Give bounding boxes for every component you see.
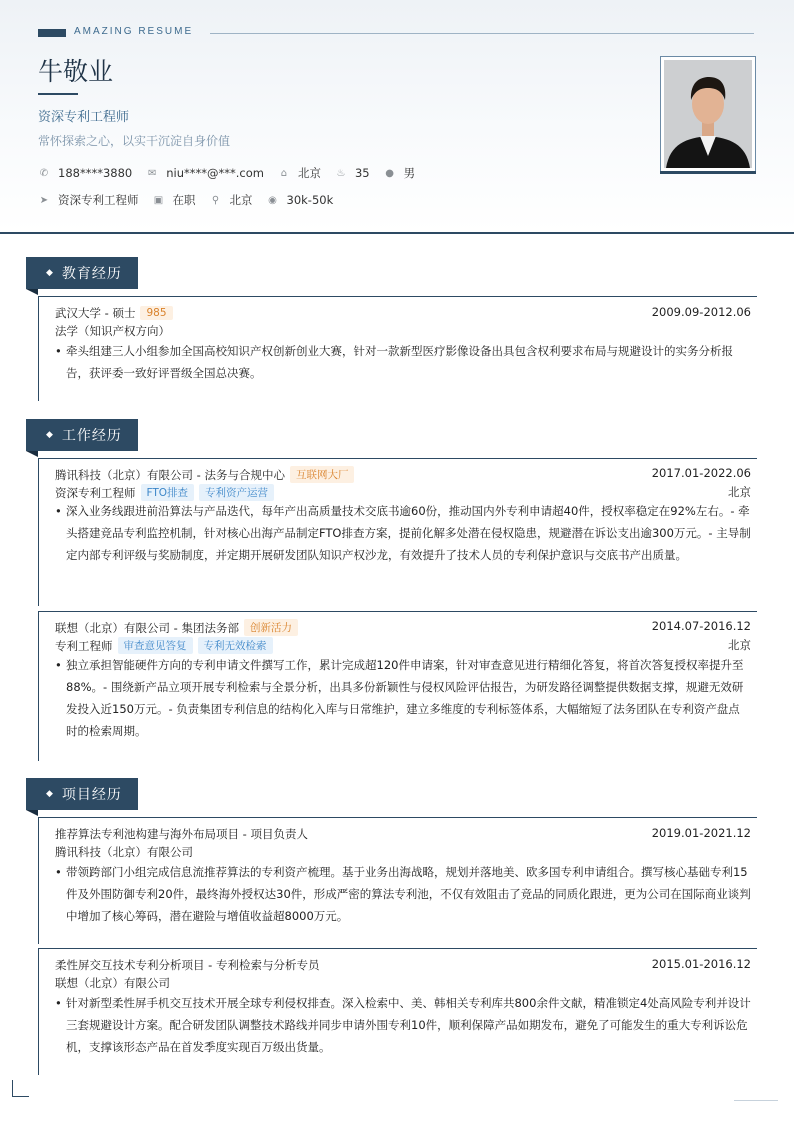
project-description xyxy=(55,861,751,927)
project-entry xyxy=(38,817,757,944)
section-education-title: 教育经历 xyxy=(61,266,122,282)
avatar-underline xyxy=(660,171,756,174)
project-name: 推荐算法专利池构建与海外布局项目 - 项目负责人 xyxy=(55,827,308,841)
skill-tag: 专利无效检索 xyxy=(198,637,273,654)
work-date: 2017.01-2022.06 xyxy=(651,466,751,480)
bullet-icon: • xyxy=(55,865,62,879)
education-row-2 xyxy=(55,323,751,339)
work-role: 资深专利工程师 xyxy=(55,485,136,500)
skill-tag: 审查意见答复 xyxy=(118,637,193,654)
project-row-2 xyxy=(55,844,751,860)
project-description xyxy=(55,992,751,1058)
cake-icon: ♨ xyxy=(336,167,346,179)
skill-tag: 专利资产运营 xyxy=(199,484,274,501)
education-desc-text: 牵头组建三人小组参加全国高校知识产权创新创业大赛，针对一款新型医疗影像设备出具包含权利要求布局与规避设计的实务分析报告，获评委一致好评晋级全国总决赛。 xyxy=(66,344,733,380)
project-entry xyxy=(38,948,757,1075)
tagline: AMAZING RESUME xyxy=(74,26,194,37)
work-city: 北京 xyxy=(728,638,751,652)
project-org: 联想（北京）有限公司 xyxy=(55,976,170,990)
work-entry xyxy=(38,611,757,761)
gender-icon: ● xyxy=(385,167,394,179)
work-row-1 xyxy=(55,619,751,636)
job-target-item xyxy=(38,192,139,208)
email-value: niu****@***.com xyxy=(166,166,264,180)
status-value: 在职 xyxy=(172,193,196,207)
city-item xyxy=(278,165,321,181)
project-date: 2015.01-2016.12 xyxy=(651,957,751,971)
work-role: 专利工程师 xyxy=(55,638,113,653)
diamond-icon: ◆ xyxy=(46,789,54,799)
project-row-1 xyxy=(55,826,751,842)
project-row-1 xyxy=(55,957,751,973)
mail-icon: ✉ xyxy=(148,167,157,179)
project-date: 2019.01-2021.12 xyxy=(651,826,751,840)
phone-item xyxy=(38,166,132,180)
candidate-motto: 常怀探索之心，以实干沉淀自身价值 xyxy=(38,134,231,148)
city-value: 北京 xyxy=(297,166,321,180)
phone-value: 188****3880 xyxy=(58,166,133,180)
briefcase-icon: ▣ xyxy=(153,194,164,206)
status-item xyxy=(153,192,196,208)
intent-row xyxy=(38,192,347,208)
work-city: 北京 xyxy=(728,485,751,499)
work-desc-text: 独立承担智能硬件方向的专利申请文件撰写工作，累计完成超120件申请案，针对审查意见进行精细化答复，将首次答复授权率提升至88%。- 围绕新产品立项开展专利检索与全景分析，出具多份新颖性与侵权风险评估报告，为研发路径调整提供数据支撑，规避无效研发投入近150万元。- 负责集团专利信息的结构化入库与日常维护，建立多维度的专利标签体系，大幅缩短了法务团队在专利资产盘点时的检索周期。 xyxy=(66,658,744,738)
section-project-title: 项目经历 xyxy=(61,787,122,803)
education-major: 法学（知识产权方向） xyxy=(55,324,170,338)
section-education-header xyxy=(26,257,138,289)
contact-row xyxy=(38,165,429,181)
money-icon: ◉ xyxy=(268,194,277,206)
diamond-icon: ◆ xyxy=(46,430,54,440)
project-name: 柔性屏交互技术专利分析项目 - 专利检索与分析专员 xyxy=(55,958,320,972)
person-silhouette-icon xyxy=(664,60,752,168)
bullet-icon: • xyxy=(55,996,62,1010)
bullet-icon: • xyxy=(55,658,62,672)
company-tag: 创新活力 xyxy=(244,619,298,636)
target-city-item xyxy=(210,192,253,208)
education-description xyxy=(55,340,751,384)
gender-item xyxy=(384,165,416,181)
ribbon-fold xyxy=(26,451,38,457)
salary-item xyxy=(267,193,334,207)
name-underline xyxy=(38,93,78,95)
target-city-value: 北京 xyxy=(229,193,253,207)
email-item xyxy=(146,166,264,180)
job-target-value: 资深专利工程师 xyxy=(58,193,139,207)
project-org: 腾讯科技（北京）有限公司 xyxy=(55,845,193,859)
education-entry xyxy=(38,296,757,401)
salary-value: 30k-50k xyxy=(286,193,334,207)
corner-decoration xyxy=(12,1080,29,1097)
tagline-bar xyxy=(38,29,66,37)
section-work-title: 工作经历 xyxy=(61,428,122,444)
work-row-2 xyxy=(55,637,751,654)
company-name: 腾讯科技（北京）有限公司 - 法务与合规中心 xyxy=(55,467,285,482)
bullet-icon: • xyxy=(55,504,62,518)
home-icon: ⌂ xyxy=(280,167,288,179)
education-row-1 xyxy=(55,305,751,321)
school-name: 武汉大学 - 硕士 xyxy=(55,306,136,320)
work-description xyxy=(55,654,751,742)
skill-tag: FTO排查 xyxy=(141,484,195,501)
avatar xyxy=(660,56,756,172)
work-entry xyxy=(38,458,757,606)
age-value: 35 xyxy=(354,166,370,180)
project-row-2 xyxy=(55,975,751,991)
work-date: 2014.07-2016.12 xyxy=(651,619,751,633)
ribbon-fold xyxy=(26,810,38,816)
bullet-icon: • xyxy=(55,344,62,358)
company-name: 联想（北京）有限公司 - 集团法务部 xyxy=(55,620,239,635)
section-work-header xyxy=(26,419,138,451)
candidate-title: 资深专利工程师 xyxy=(38,110,130,125)
phone-icon: ✆ xyxy=(39,167,49,179)
company-tag: 互联网大厂 xyxy=(290,466,355,483)
ribbon-fold xyxy=(26,289,38,295)
avatar-photo xyxy=(664,60,752,168)
work-row-2 xyxy=(55,484,751,501)
age-item xyxy=(335,166,370,180)
school-tag: 985 xyxy=(140,306,172,320)
section-project-header xyxy=(26,778,138,810)
project-desc-text: 针对新型柔性屏手机交互技术开展全球专利侵权排查。深入检索中、美、韩相关专利库共800余件文献，精准锁定4处高风险专利并设计三套规避设计方案。配合研发团队调整技术路线并同步申请外围专利10件，顺利保障产品如期发布，避免了可能发生的重大专利诉讼危机，支撑该形态产品在首发季度实现百万级出货量。 xyxy=(66,996,751,1054)
diamond-icon: ◆ xyxy=(46,268,54,278)
location-icon: ⚲ xyxy=(211,194,220,206)
send-icon: ➤ xyxy=(39,194,49,206)
corner-decoration-line xyxy=(734,1100,778,1101)
gender-value: 男 xyxy=(403,166,416,180)
work-desc-text: 深入业务线跟进前沿算法与产品迭代，每年产出高质量技术交底书逾60份，推动国内外专利申请超40件，授权率稳定在92%左右。- 牵头搭建竞品专利监控机制，针对核心出海产品制定FTO排查方案，提前化解多处潜在侵权隐患，规避潜在诉讼支出逾300万元。- 主导制定内部专利评级与奖励制度，并定期开展研发团队知识产权沙龙，有效提升了技术人员的专利保护意识与交底书产出质量。 xyxy=(66,504,751,562)
candidate-name: 牛敬业 xyxy=(38,57,114,86)
project-desc-text: 带领跨部门小组完成信息流推荐算法的专利资产梳理。基于业务出海战略，规划并落地美、欧多国专利申请组合。撰写核心基础专利15件及外围防御专利20件，最终海外授权达30件，形成严密的算法专利池，不仅有效阻击了竞品的同质化跟进，更为公司在国际商业谈判中增加了核心筹码，潜在避险与增值收益超8000万元。 xyxy=(66,865,751,923)
work-row-1 xyxy=(55,466,751,483)
tagline-divider xyxy=(210,33,754,34)
education-date: 2009.09-2012.06 xyxy=(651,305,751,319)
work-description xyxy=(55,500,751,566)
resume-header xyxy=(0,0,794,234)
